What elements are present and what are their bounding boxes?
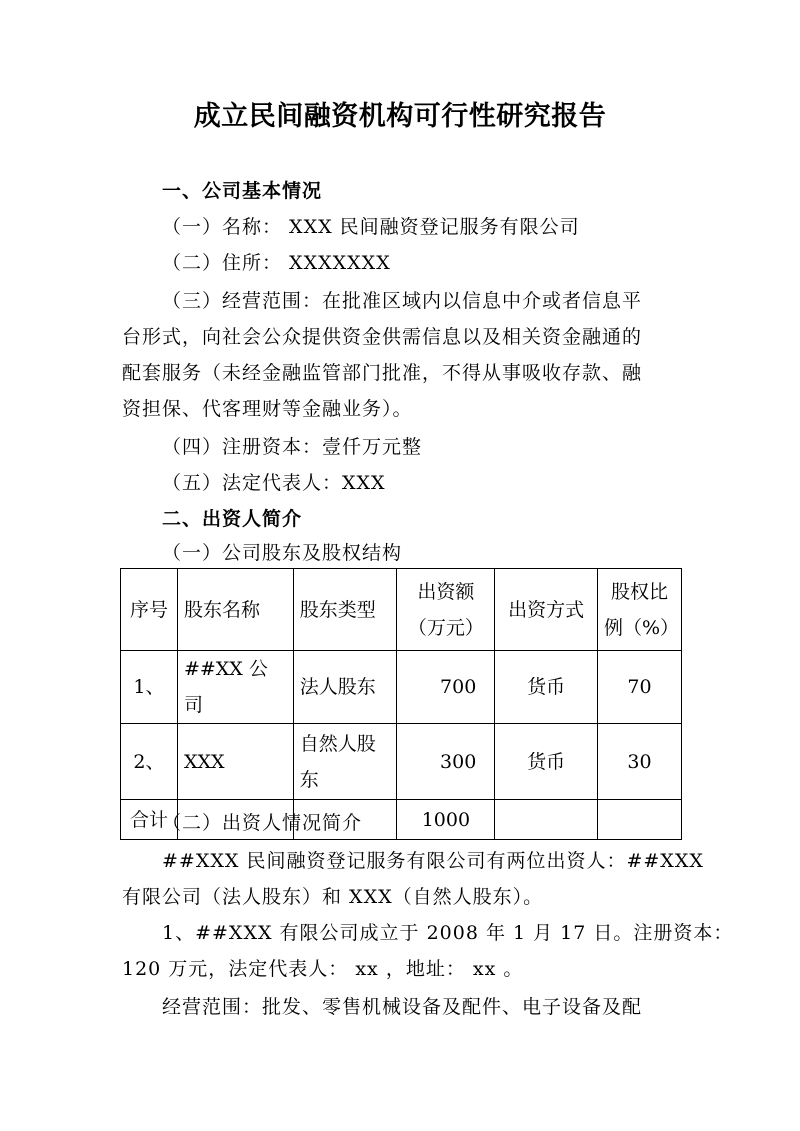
company-address-line: （二）住所： XXXXXXX bbox=[162, 252, 391, 274]
table-cell: 2、 bbox=[121, 724, 178, 800]
business-scope-line-1: （三）经营范围：在批准区域内以信息中介或者信息平 bbox=[162, 290, 643, 312]
header-cell: 序号 bbox=[121, 569, 178, 651]
registered-capital-line: （四）注册资本：壹仟万元整 bbox=[162, 436, 423, 458]
table-cell: 1、 bbox=[121, 651, 178, 724]
table-row bbox=[121, 651, 682, 724]
table-cell: 70 bbox=[598, 651, 682, 724]
header-cell: 股东类型 bbox=[293, 569, 397, 651]
shareholder-table bbox=[120, 568, 682, 840]
table-cell: 300 bbox=[397, 724, 495, 800]
legal-representative-line: （五）法定代表人：XXX bbox=[162, 472, 386, 494]
investor-paragraph-line-5: 经营范围：批发、零售机械设备及配件、电子设备及配 bbox=[162, 996, 643, 1018]
header-cell: 股东名称 bbox=[177, 569, 293, 651]
document-title: 成立民间融资机构可行性研究报告 bbox=[193, 101, 607, 132]
table-cell: 货币 bbox=[495, 651, 598, 724]
table-cell: 法人股东 bbox=[293, 651, 397, 724]
table-cell: 30 bbox=[598, 724, 682, 800]
business-scope-line-2: 台形式，向社会公众提供资金供需信息以及相关资金融通的 bbox=[122, 326, 643, 348]
header-cell: 股权比例（%） bbox=[598, 569, 682, 651]
company-name-line: （一）名称： XXX 民间融资登记服务有限公司 bbox=[162, 216, 580, 238]
business-scope-line-3: 配套服务（未经金融监管部门批准，不得从事吸收存款、融 bbox=[122, 362, 643, 384]
table-cell: ##XX 公司 bbox=[177, 651, 293, 724]
table-cell: 700 bbox=[397, 651, 495, 724]
table-cell: 合计 bbox=[121, 800, 178, 840]
header-cell: 出资方式 bbox=[495, 569, 598, 651]
shareholder-structure-subheading: （一）公司股东及股权结构 bbox=[162, 542, 403, 564]
table-cell: 货币 bbox=[495, 724, 598, 800]
table-header-row bbox=[121, 569, 682, 651]
investor-paragraph-line-2: 有限公司（法人股东）和 XXX（自然人股东）。 bbox=[122, 886, 544, 908]
table-row bbox=[121, 724, 682, 800]
investor-paragraph-line-1: ##XXX 民间融资登记服务有限公司有两位出资人：##XXX bbox=[162, 850, 704, 872]
section-1-heading: 一、公司基本情况 bbox=[162, 180, 323, 202]
table-cell: 自然人股东 bbox=[293, 724, 397, 800]
investor-paragraph-line-4: 120 万元，法定代表人： xx ，地址： xx 。 bbox=[122, 958, 524, 980]
header-cell: 出资额（万元） bbox=[397, 569, 495, 651]
business-scope-line-4: 资担保、代客理财等金融业务）。 bbox=[122, 398, 413, 420]
table-cell: 1000 bbox=[397, 800, 495, 840]
investor-paragraph-line-3: 1、##XXX 有限公司成立于 2008 年 1 月 17 日。注册资本： bbox=[162, 922, 734, 944]
section-2-heading: 二、出资人简介 bbox=[162, 508, 303, 530]
table-cell: XXX bbox=[177, 724, 293, 800]
investor-intro-subheading: （二）出资人情况简介 bbox=[162, 812, 363, 834]
